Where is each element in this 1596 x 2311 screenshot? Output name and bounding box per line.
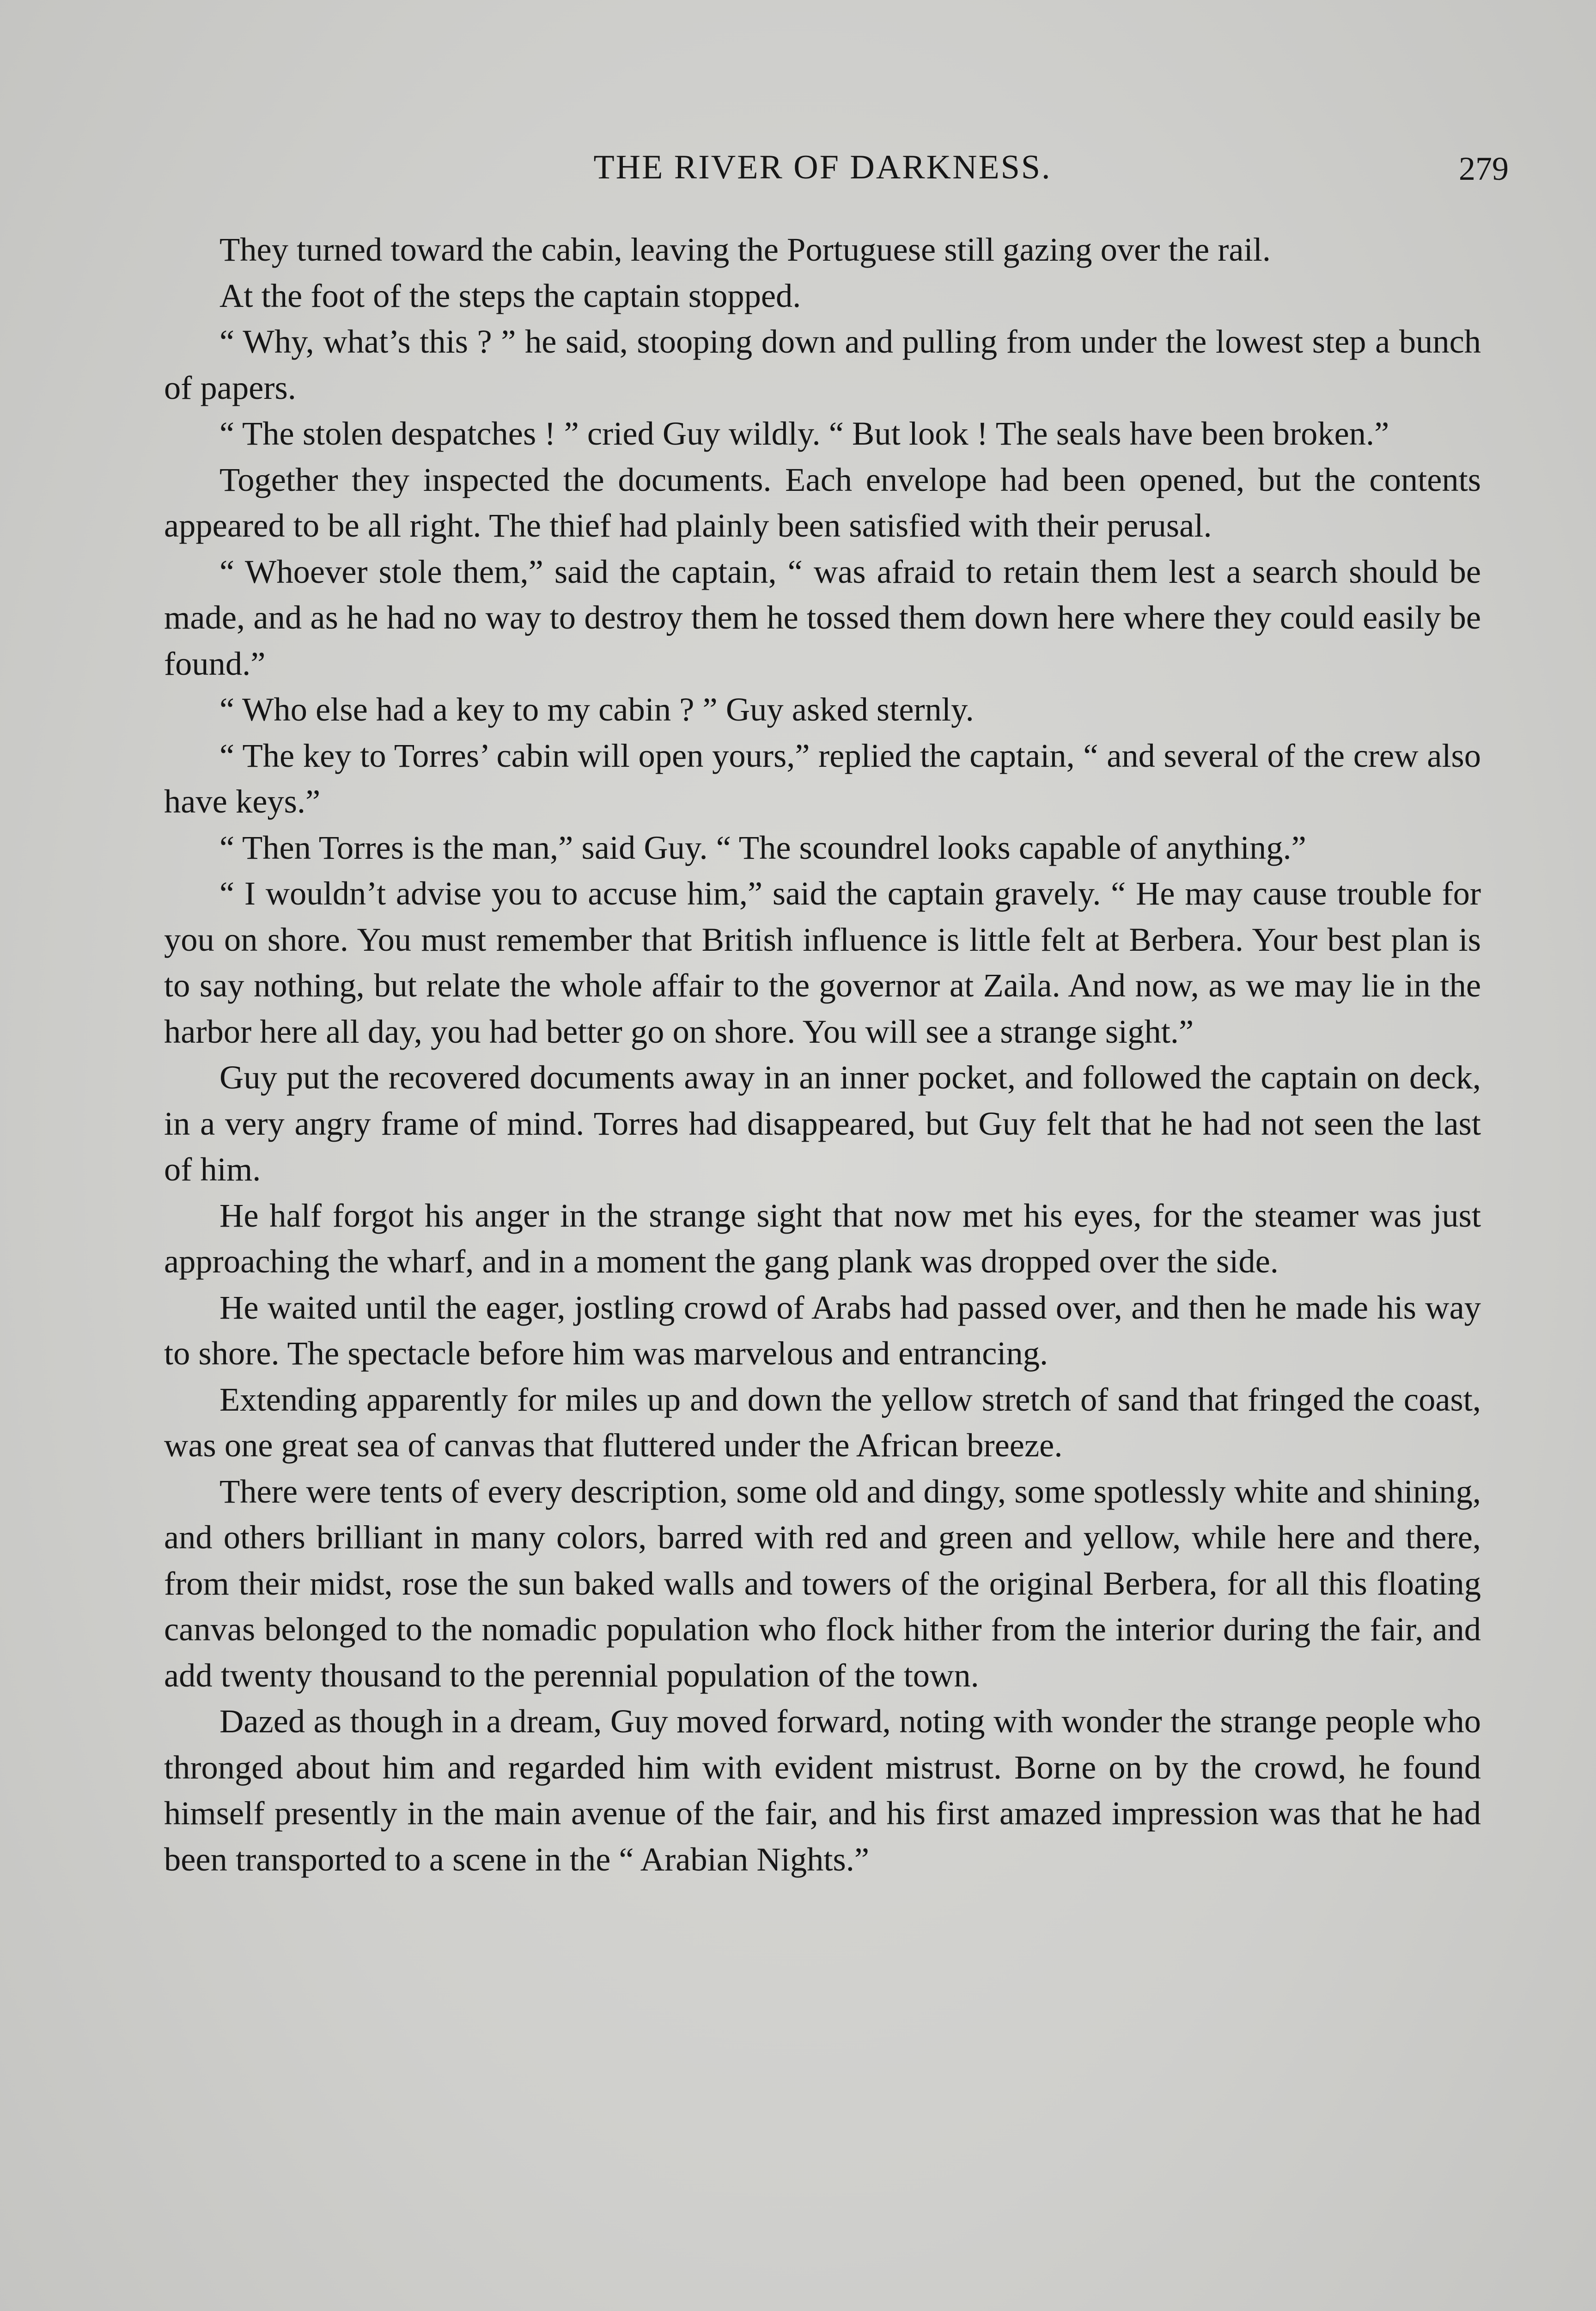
paragraph: Together they inspected the documents. Each envelope had been opened, but the contents appeared to be all right. The thief had plainly been satisfied with their perusal. xyxy=(164,460,1481,544)
paragraph: He half forgot his anger in the strange sight that now met his eyes, for the steamer was just approaching the wharf, and in a moment the gang plank was dropped over the side. xyxy=(164,1196,1481,1280)
page-number: 279 xyxy=(1459,150,1509,187)
paragraph: “ Then Torres is the man,” said Guy. “ The scoundrel looks capable of anything.” xyxy=(219,828,1306,866)
paragraph: Extending apparently for miles up and down the yellow stretch of sand that fringed the coast, was one great sea of canvas that fluttered under the African breeze. xyxy=(164,1380,1481,1464)
paragraph: “ The key to Torres’ cabin will open yours,” replied the captain, “ and several of the crew also have keys.” xyxy=(164,736,1481,820)
paragraph: Dazed as though in a dream, Guy moved forward, noting with wonder the strange people who thronged about him and regarded him with evident mistrust. Borne on by the crowd, he found himself presently in the main avenue of the fair, and his first amazed impression was that he had been transported to a scene in the “ Arabian Nights.” xyxy=(164,1702,1481,1878)
paragraph: “ Who else had a key to my cabin ? ” Guy asked sternly. xyxy=(219,691,974,728)
paragraph: They turned toward the cabin, leaving the Portuguese still gazing over the rail. xyxy=(219,231,1271,268)
paragraph: “ I wouldn’t advise you to accuse him,” said the captain gravely. “ He may cause trouble for you on shore. You must remember that British influence is little felt at Berbera. Your best plan is to say nothing, but relate the whole affair to the governor at Zaila. And now, as we may lie in the harbor here all day, you had better go on shore. You will see a strange sight.” xyxy=(164,874,1481,1050)
paragraph: Guy put the recovered documents away in an inner pocket, and followed the captain on deck, in a very angry frame of mind. Torres had disappeared, but Guy felt that he had not seen the last of him. xyxy=(164,1058,1481,1188)
paragraph: At the foot of the steps the captain stopped. xyxy=(219,276,801,314)
running-head: THE RIVER OF DARKNESS. xyxy=(593,148,1052,186)
paragraph: He waited until the eager, jostling crowd of Arabs had passed over, and then he made his way to shore. The spectacle before him was marvelous and entrancing. xyxy=(164,1288,1481,1372)
paragraph: There were tents of every description, some old and dingy, some spotlessly white and shining, and others brilliant in many colors, barred with red and green and yellow, while here and there, from their midst, rose the sun baked walls and towers of the original Berbera, for all this floating canvas belonged to the nomadic population who flock hither from the interior during the fair, and add twenty thousand to the perennial population of the town. xyxy=(164,1472,1481,1694)
paragraph: “ Whoever stole them,” said the captain, “ was afraid to retain them lest a search should be made, and as he had no way to destroy them he tossed them down here where they could easily be found.” xyxy=(164,552,1481,682)
paragraph: “ The stolen despatches ! ” cried Guy wildly. “ But look ! The seals have been broken.” xyxy=(219,415,1389,452)
page-header xyxy=(164,148,1509,203)
body-text xyxy=(164,226,1481,1882)
paragraph: “ Why, what’s this ? ” he said, stooping down and pulling from under the lowest step a bunch of papers. xyxy=(164,323,1481,406)
